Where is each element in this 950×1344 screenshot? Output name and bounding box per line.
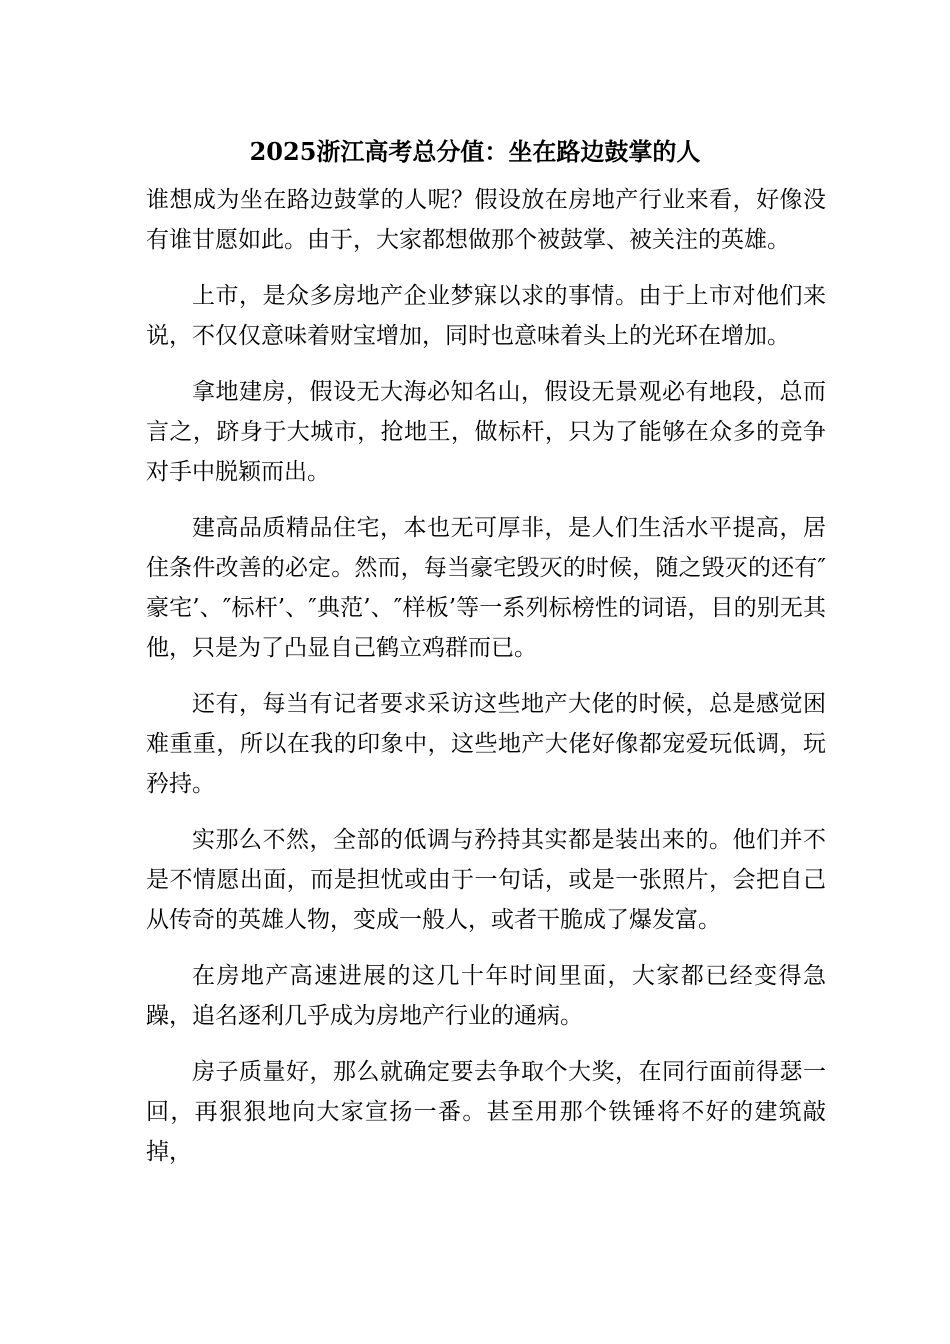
paragraph-8: 房子质量好，那么就确定要去争取个大奖，在同行面前得瑟一回，再狠狠地向大家宣扬一番。甚至用那个铁锤将不好的建筑敲掉，	[146, 1059, 826, 1165]
article-body	[146, 180, 826, 1188]
paragraph-4: 建高品质精品住宅，本也无可厚非，是人们生活水平提高，居住条件改善的必定。然而，每当豪宅毁灭的时候，随之毁灭的还有″豪宅’、″标杆’、″典范’、″样板’等一系列标榜性的词语，目的别无其他，只是为了凸显自己鹤立鸡群而已。	[146, 515, 826, 661]
page-title: 2025浙江高考总分值：坐在路边鼓掌的人	[249, 137, 701, 166]
paragraph-2: 上市，是众多房地产企业梦寐以求的事情。由于上市对他们来说，不仅仅意味着财宝增加，同时也意味着头上的光环在增加。	[146, 283, 826, 349]
paragraph-5: 还有，每当有记者要求采访这些地产大佬的时候，总是感觉困难重重，所以在我的印象中，这些地产大佬好像都宠爱玩低调，玩矜持。	[146, 691, 826, 797]
paragraph-6: 实那么不然，全部的低调与矜持其实都是装出来的。他们并不是不情愿出面，而是担忧或由于一句话，或是一张照片，会把自己从传奇的英雄人物，变成一般人，或者干脆成了爆发富。	[146, 827, 826, 933]
paragraph-1: 谁想成为坐在路边鼓掌的人呢？假设放在房地产行业来看，好像没有谁甘愿如此。由于，大家都想做那个被鼓掌、被关注的英雄。	[146, 187, 826, 253]
paragraph-3: 拿地建房，假设无大海必知名山，假设无景观必有地段，总而言之，跻身于大城市，抢地王，做标杆，只为了能够在众多的竞争对手中脱颖而出。	[146, 379, 826, 485]
paragraph-7: 在房地产高速进展的这几十年时间里面，大家都已经变得急躁，追名逐利几乎成为房地产行业的通病。	[146, 963, 826, 1029]
